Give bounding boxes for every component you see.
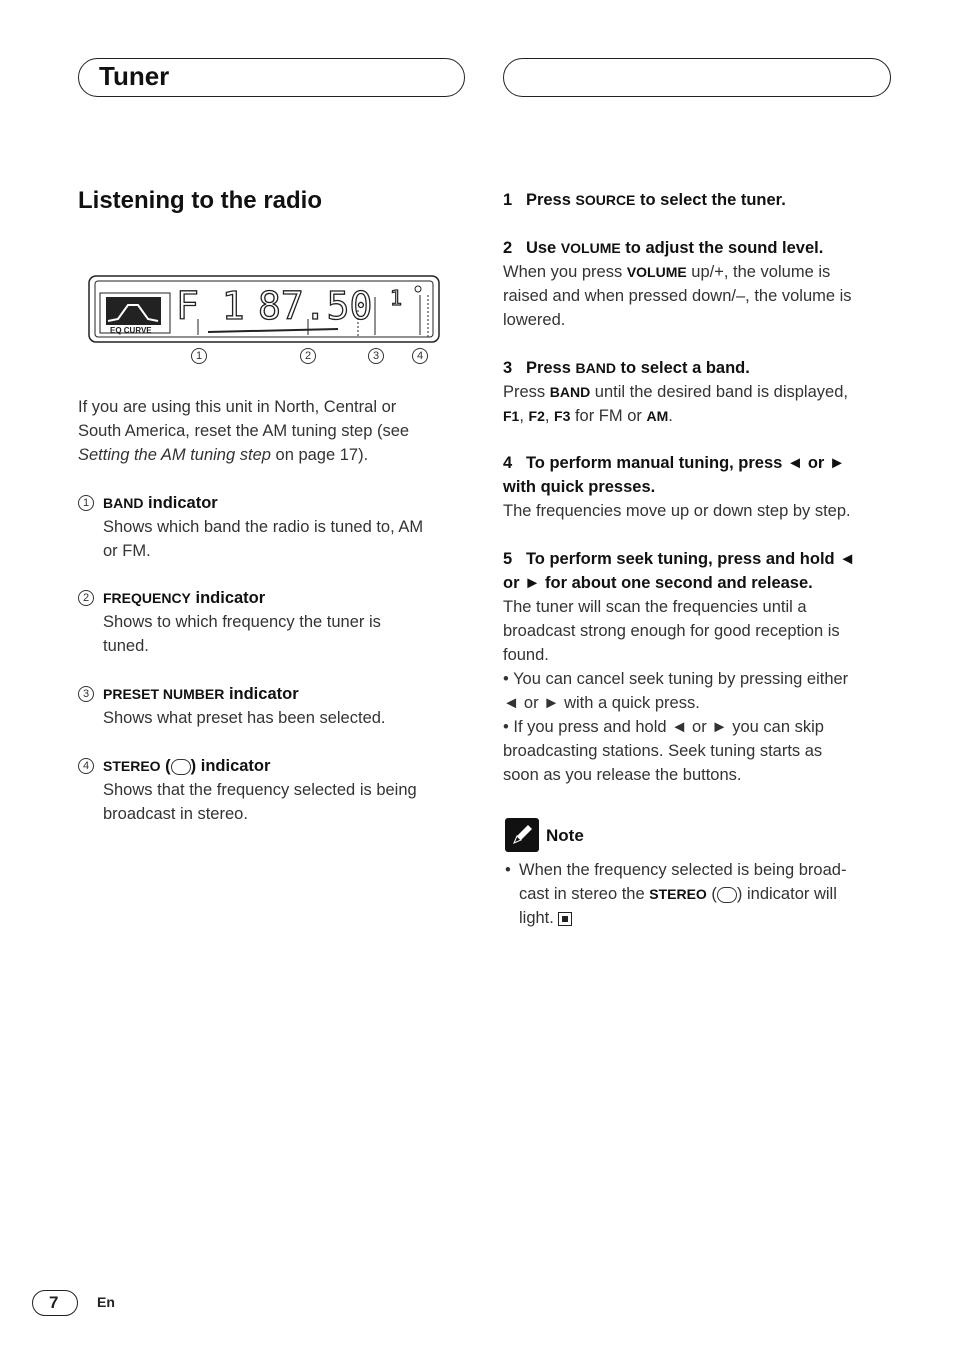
eq-curve-label: EQ CURVE (110, 326, 152, 335)
language-code: En (97, 1294, 115, 1310)
callout-2: 2 (300, 347, 316, 365)
note-title: Note (546, 826, 584, 845)
header-pill-left (78, 58, 465, 97)
section-title: Listening to the radio (78, 187, 322, 214)
step-1: 1 Press SOURCE to select the tuner. (503, 191, 786, 209)
stereo-icon (171, 759, 191, 775)
step-2: 2 Use VOLUME to adjust the sound level. When you press VOLUME up/+, the volume is raised and when pressed down/–, the volume is lowered. (503, 239, 852, 329)
callout-4: 4 (412, 347, 428, 365)
end-mark-icon (558, 912, 572, 926)
intro-paragraph: If you are using this unit in North, Central or South America, reset the AM tuning step (see Setting the AM tuning step on page 17). (78, 398, 410, 464)
step-5: 5 To perform seek tuning, press and hold ◄ or ► for about one second and release. The tuner will scan the frequencies until a broadcast strong enough for good reception is found. • You can cancel seek tuning by pressing either ◄ or ► with a quick press. • If you press and hold ◄ or ► you can skip broadcasting stations. Seek tuning starts as soon as you release the buttons. (503, 550, 856, 784)
stereo-icon (717, 887, 737, 903)
step-3: 3 Press BAND to select a band. Press BAND until the desired band is displayed, F1, F2, F3 for FM or AM. (503, 359, 848, 425)
note-body: When the frequency selected is being broad- cast in stereo the STEREO ( ) indicator will light. (519, 861, 847, 927)
callout-3: 3 (368, 347, 384, 365)
step-4: 4 To perform manual tuning, press ◄ or ► with quick presses. The frequencies move up or down step by step. (503, 454, 851, 520)
chapter-title: Tuner (99, 61, 170, 91)
frequency-readout: 87.50 (258, 284, 373, 328)
band-readout: F 1 (176, 284, 245, 328)
header-pill-right (503, 58, 891, 97)
note-pencil-icon (505, 818, 539, 852)
page-number: 7 (32, 1290, 78, 1316)
head-unit-display-illustration (88, 275, 440, 343)
callout-1: 1 (191, 347, 207, 365)
intro-cross-reference: Setting the AM tuning step (78, 446, 271, 464)
preset-readout: 1 (390, 286, 403, 310)
